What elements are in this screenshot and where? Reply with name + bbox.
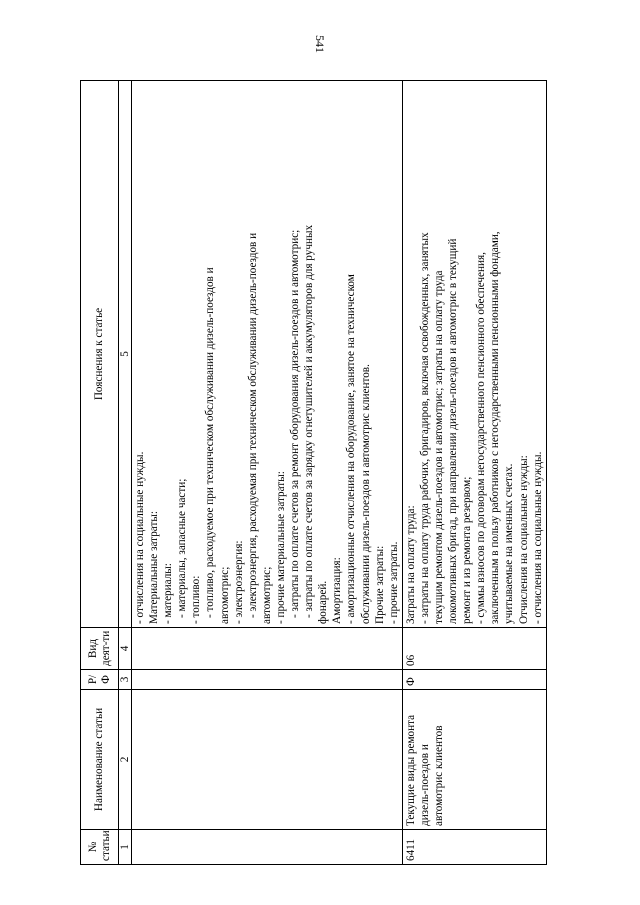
explanation-line: локомотивных бригад, при направлении дизель-поездов и автомотрис в текущий [447,238,460,624]
column-number-row [119,81,132,865]
row-rf [132,670,403,690]
explanation-line: - отчисления на социальные нужды. [531,451,544,624]
explanation-line: Материальные затраты: [148,511,161,624]
explanation-line: Амортизация: [331,557,344,624]
explanation-line: Затраты на оплату труда: [404,505,417,624]
explanation-line: - материалы: [162,563,175,624]
explanation-line: ремонт и из ремонта резервом; [461,476,474,624]
cost-items-table [80,80,547,865]
row-name: Текущие виды ремонта дизель-поездов и автомотрис клиентов [402,690,546,830]
header-type: Вид деят-ти [81,628,119,670]
explanation-line: - топливо: [190,575,203,624]
explanation-line: автомотрис; [218,566,231,624]
row-type: 06 [402,628,546,670]
explanation-line: Прочие затраты: [373,545,386,624]
explanation-line: - амортизационные отчисления на оборудование, занятое на техническом [345,274,358,624]
table-row [402,81,546,865]
explanation-line: - прочие затраты. [387,541,400,624]
column-number: 3 [119,670,132,690]
column-number: 1 [119,830,132,865]
row-type [132,628,403,670]
column-number: 4 [119,628,132,670]
explanation-line: Отчисления на социальные нужды: [517,455,530,624]
column-number: 5 [119,81,132,628]
row-explanation [402,81,546,628]
explanation-line: - электроэнергия: [232,540,245,624]
explanation-line: - отчисления на социальные нужды. [134,451,146,624]
explanation-line: - электроэнергия, расходуемая при техническом обслуживании дизель-поездов и [246,232,259,618]
header-rf: Р/ Ф [81,670,119,690]
explanation-line: текущим ремонтом дизель-поездов и автомотрис; затраты на оплату труда [432,270,445,624]
explanation-line: - прочие материальные затраты: [274,471,287,624]
explanation-line: - затраты по оплате счетов за зарядку огнетушителей и аккумуляторов для ручных [303,224,316,618]
explanation-line: фонарей. [317,580,330,624]
row-num [132,830,403,865]
explanation-line: - материалы, запасные части; [176,478,189,618]
header-num: № статьи [81,830,119,865]
explanation-line: - затраты по оплате счетов за ремонт оборудования дизель-поездов и автомотрис; [289,229,302,618]
explanation-line: учитываемые на именных счетах. [503,463,516,624]
header-row [81,81,119,865]
explanation-line: - суммы взносов по договорам негосударственного пенсионного обеспечения, [475,252,488,624]
explanation-line: - затраты на оплату труда рабочих, бригадиров, включая освобожденных, занятых [418,232,431,624]
explanation-line: автомотрис; [260,566,273,624]
page-number: 541 [313,35,327,53]
explanation-line: - топливо, расходуемое при техническом обслуживании дизель-поездов и [204,267,217,618]
rotated-table-area [80,80,600,865]
row-name [132,690,403,830]
row-rf: Ф [402,670,546,690]
header-name: Наименование статьи [81,690,119,830]
table-row [132,81,403,865]
row-explanation [132,81,403,628]
column-number: 2 [119,690,132,830]
row-num: 6411 [402,830,546,865]
explanation-line: заключенным в пользу работников с негосударственными пенсионными фондами, [489,231,502,624]
header-expl: Пояснения к статье [81,81,119,628]
explanation-line: обслуживании дизель-поездов и автомотрис клиентов. [359,364,372,624]
